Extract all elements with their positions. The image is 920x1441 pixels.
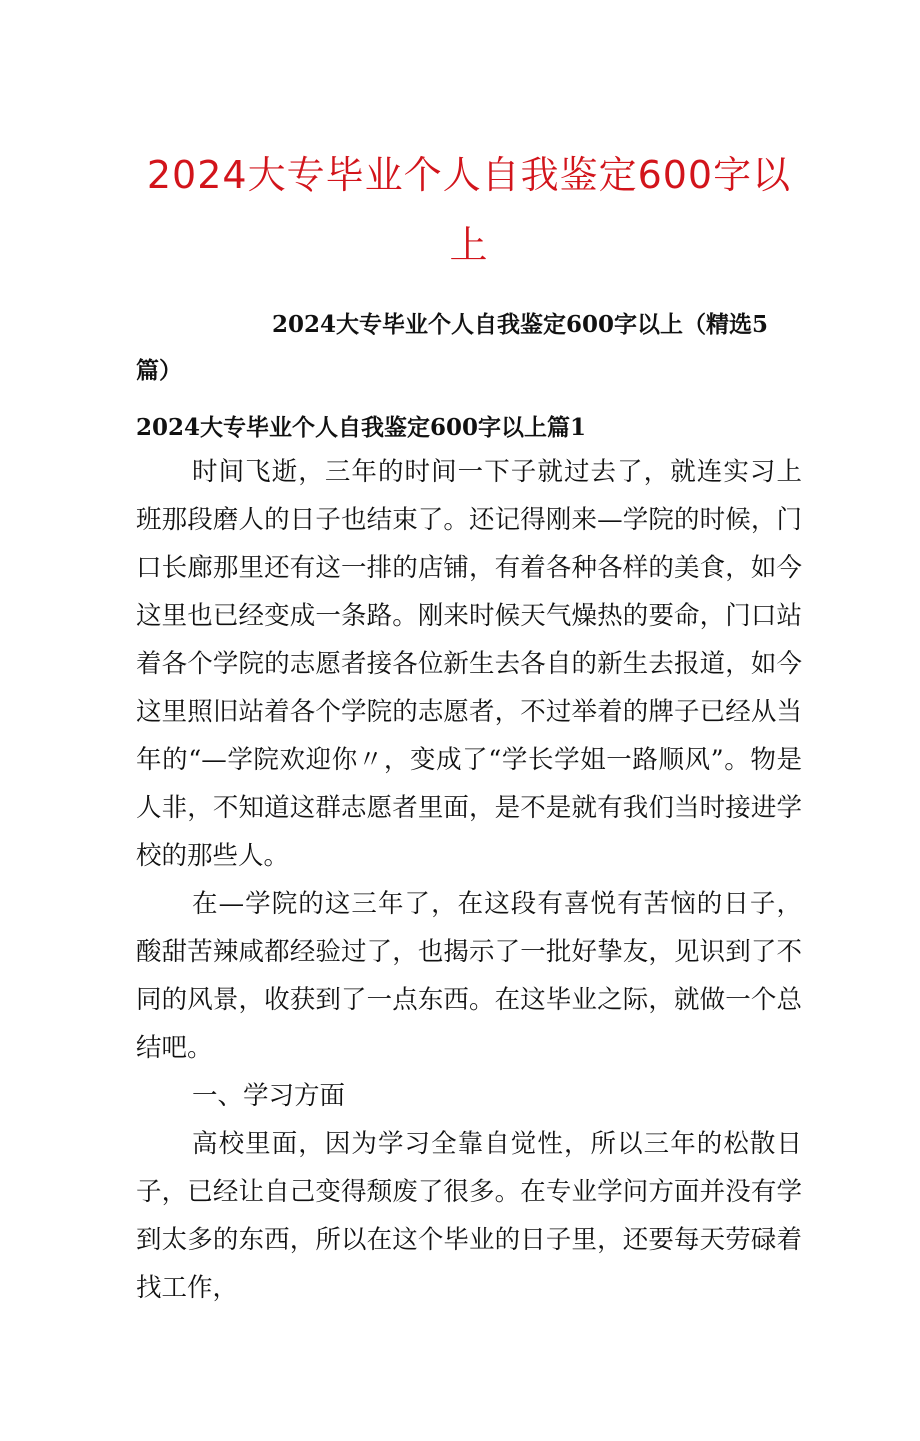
document-title: 2024大专毕业个人自我鉴定600字以上 [146,153,792,267]
body-paragraph: 高校里面，因为学习全靠自觉性，所以三年的松散日子，已经让自己变得颓废了很多。在专业学问方面并没有学到太多的东西，所以在这个毕业的日子里，还要每天劳碌着找工作， [136,1129,802,1303]
body-paragraph: 时间飞逝，三年的时间一下子就过去了，就连实习上班那段磨人的日子也结束了。还记得刚来—学院的时候，门口长廊那里还有这一排的店铺，有着各种各样的美食，如今这里也已经变成一条路。刚来时候天气燥热的要命，门口站着各个学院的志愿者接各位新生去各自的新生去报道，如今这里照旧站着各个学院的志愿者，不过举着的牌子已经从当年的“—学院欢迎你〃，变成了“学长学姐一路顺风”。物是人非，不知道这群志愿者里面，是不是就有我们当时接进学校的那些人。 [136,457,802,871]
document-page [0,140,920,1441]
document-subtitle: 2024大专毕业个人自我鉴定600字以上（精选5篇） [136,311,769,384]
subsection-heading: 一、学习方面 [192,1081,346,1111]
body-paragraph: 在—学院的这三年了，在这段有喜悦有苦恼的日子，酸甜苦辣咸都经验过了，也揭示了一批好挚友，见识到了不同的风景，收获到了一点东西。在这毕业之际，就做一个总结吧。 [136,889,802,1063]
section-title: 2024大专毕业个人自我鉴定600字以上篇1 [136,414,587,441]
